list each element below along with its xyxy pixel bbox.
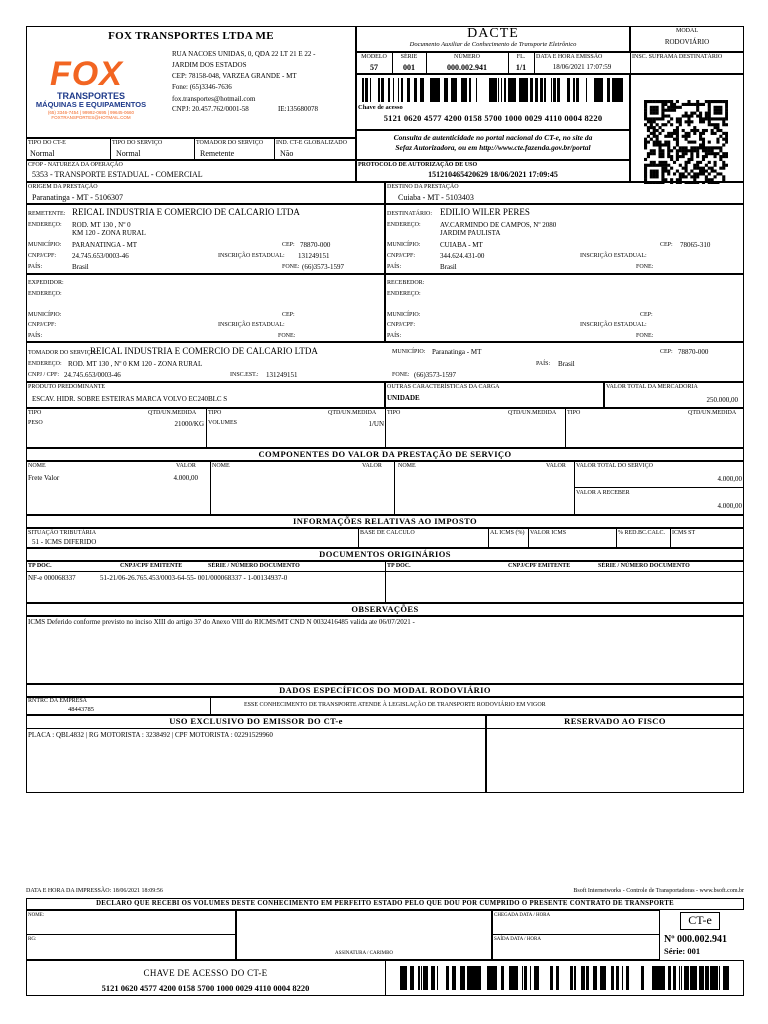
comp-valor-label-2: VALOR bbox=[362, 463, 382, 469]
fl-label: FL. bbox=[516, 54, 526, 60]
tomador-municipio: Paranatinga - MT bbox=[432, 348, 482, 356]
expedidor-municipio-label: MUNICÍPIO: bbox=[28, 312, 62, 318]
destinatario-name: EDILIO WILER PERES bbox=[440, 207, 530, 217]
recebedor-box bbox=[385, 274, 744, 342]
tipo-servico-label: TIPO DO SERVIÇO bbox=[112, 140, 163, 146]
comp-nome-label-2: NOME bbox=[212, 463, 230, 469]
uso-exclusivo-text: PLACA : QBL4832 | RG MOTORISTA : 3238492 | CPF MOTORISTA : 02291529960 bbox=[28, 731, 273, 739]
tomador-box-label: TOMADOR DO SERVIÇO: bbox=[28, 350, 97, 356]
dacte-title: DACTE bbox=[467, 26, 519, 41]
valor-icms-label: VALOR ICMS bbox=[530, 530, 567, 536]
peso-value: 21000/KG bbox=[174, 420, 204, 428]
medida-tipo-label-3: TIPO bbox=[387, 410, 401, 416]
expedidor-cep-label: CEP: bbox=[282, 312, 295, 318]
company-address-1: RUA NACOES UNIDAS, 0, QDA 22 LT 21 E 22 - bbox=[172, 50, 316, 58]
medida-qtd-label-1: QTD/UN.MEDIDA bbox=[148, 410, 197, 416]
data-emissao-value: 18/06/2021 17:07:59 bbox=[552, 63, 612, 71]
destinatario-cep: 78065-310 bbox=[680, 241, 711, 249]
volumes-value: 1/UN bbox=[368, 420, 384, 428]
tomador-cep: 78870-000 bbox=[678, 348, 709, 356]
bsoft-text: Bsoft Internetworks - Controle de Transportadoras - www.bsoft.com.br bbox=[573, 888, 744, 894]
suframa-label: INSC. SUFRAMA DESTINATÁRIO bbox=[632, 54, 723, 60]
destinatario-label: DESTINATÁRIO: bbox=[387, 211, 432, 217]
tomador-value: Remetente bbox=[200, 149, 235, 158]
medida-qtd-label-2: QTD/UN.MEDIDA bbox=[328, 410, 377, 416]
doc-cnpj-label-1: CNPJ/CPF EMITENTE bbox=[120, 563, 183, 569]
company-phone: Fone: (65)3346-7636 bbox=[172, 83, 232, 91]
observacoes-title: OBSERVAÇÕES bbox=[351, 604, 419, 614]
tipo-cte-value: Normal bbox=[30, 149, 55, 158]
tipo-servico-value: Normal bbox=[116, 149, 141, 158]
chegada-label: CHEGADA DATA / HORA bbox=[494, 913, 551, 918]
globalizado-label: IND. CT-E GLOBALIZADO bbox=[276, 140, 347, 146]
serie-label: SÉRIE bbox=[400, 54, 418, 60]
logo-line1: TRANSPORTES bbox=[56, 91, 125, 101]
observacoes-box bbox=[26, 616, 744, 684]
recebedor-pais-label: PAÍS: bbox=[387, 333, 402, 339]
rntrc-label: RNTRC DA EMPRESA bbox=[28, 698, 88, 704]
tomador-label: TOMADOR DO SERVIÇO bbox=[196, 140, 264, 146]
origem-label: ORIGEM DA PRESTAÇÃO bbox=[28, 184, 98, 190]
valor-receber-value: 4.000,00 bbox=[717, 502, 742, 510]
icms-st-label: ICMS ST bbox=[672, 530, 696, 536]
footer-barcode-image bbox=[400, 966, 730, 990]
globalizado-value: Não bbox=[280, 149, 294, 158]
destinatario-ie-label: INSCRIÇÃO ESTADUAL: bbox=[580, 253, 647, 259]
remetente-endereco-1: ROD. MT 130 , Nº 0 bbox=[72, 221, 131, 229]
red-bc-label: % RED.BC.CALC. bbox=[618, 530, 666, 536]
destinatario-municipio-label: MUNICÍPIO: bbox=[387, 242, 421, 248]
tomador-fone-label: FONE: bbox=[392, 372, 410, 378]
company-address-2: JARDIM DOS ESTADOS bbox=[172, 61, 247, 69]
remetente-pais-label: PAÍS: bbox=[28, 264, 43, 270]
qr-code-image bbox=[644, 100, 728, 184]
documentos-title: DOCUMENTOS ORIGINÁRIOS bbox=[319, 549, 451, 559]
recebedor-ie-label: INSCRIÇÃO ESTADUAL: bbox=[580, 322, 647, 328]
volumes-label: VOLUMES bbox=[208, 420, 238, 426]
canhoto-serie: Série: 001 bbox=[664, 946, 701, 956]
legislacao-text: ESSE CONHECIMENTO DE TRANSPORTE ATENDE À LEGISLAÇÃO DE TRANSPORTE RODOVIÁRIO EM VIGOR bbox=[244, 702, 546, 708]
tomador-pais: Brasil bbox=[558, 360, 575, 368]
comp-nome-label-1: NOME bbox=[28, 463, 46, 469]
destinatario-endereco-label: ENDEREÇO: bbox=[387, 222, 421, 228]
tomador-endereco: ROD. MT 130 , Nº 0 KM 120 - ZONA RURAL bbox=[68, 360, 203, 368]
tomador-cnpj-label: CNPJ / CPF: bbox=[28, 372, 60, 378]
cte-badge: CT-e bbox=[688, 913, 712, 927]
company-email: fox.transportes@hotmail.com bbox=[172, 95, 256, 103]
situacao-value: 51 - ICMS DIFERIDO bbox=[32, 538, 97, 546]
produto-label: PRODUTO PREDOMINANTE bbox=[28, 384, 106, 390]
peso-label: PESO bbox=[28, 420, 43, 426]
chave-value: 5121 0620 4577 4200 0158 5700 1000 0029 4110 0004 8220 bbox=[383, 113, 603, 123]
tomador-fone: (66)3573-1597 bbox=[414, 371, 456, 379]
doc-serie-label-1: SÉRIE / NÚMERO DOCUMENTO bbox=[208, 563, 300, 569]
comp-valor-label-3: VALOR bbox=[546, 463, 566, 469]
cfop-value: 5353 - TRANSPORTE ESTADUAL - COMERCIAL bbox=[32, 170, 203, 179]
expedidor-ie-label: INSCRIÇÃO ESTADUAL: bbox=[218, 322, 285, 328]
produto-value: ESCAV. HIDR. SOBRE ESTEIRAS MARCA VOLVO EC240BLC S bbox=[32, 395, 228, 403]
remetente-fone-label: FONE: bbox=[282, 264, 300, 270]
chave-label: Chave de acesso bbox=[358, 104, 403, 111]
fisco-box bbox=[486, 715, 744, 793]
tomador-pais-label: PAÍS: bbox=[536, 361, 551, 367]
tomador-municipio-label: MUNICÍPIO: bbox=[392, 349, 426, 355]
remetente-municipio: PARANATINGA - MT bbox=[72, 241, 138, 249]
total-servico-value: 4.000,00 bbox=[717, 475, 742, 483]
medida-tipo-label-2: TIPO bbox=[208, 410, 222, 416]
dacte-subtitle: Documento Auxiliar de Conhecimento de Transporte Eletrônico bbox=[409, 41, 577, 48]
tomador-insc-label: INSC.EST.: bbox=[230, 372, 259, 378]
recebedor-label: RECEBEDOR: bbox=[387, 280, 425, 286]
serie-value: 001 bbox=[403, 63, 415, 72]
base-calculo-label: BASE DE CALCULO bbox=[360, 530, 415, 536]
logo-line4: FOXTRANSPORTES@HOTMAIL.COM bbox=[51, 115, 131, 120]
remetente-cep-label: CEP: bbox=[282, 242, 295, 248]
remetente-label: REMETENTE: bbox=[28, 211, 66, 217]
protocolo-label: PROTOCOLO DE AUTORIZAÇÃO DE USO bbox=[358, 162, 478, 168]
comp-item-valor: 4.000,00 bbox=[173, 474, 198, 482]
recebedor-cep-label: CEP: bbox=[640, 312, 653, 318]
medida-qtd-label-4: QTD/UN.MEDIDA bbox=[688, 410, 737, 416]
comp-valor-label-1: VALOR bbox=[176, 463, 196, 469]
recebedor-fone-label: FONE: bbox=[636, 333, 654, 339]
protocolo-value: 151210465420629 18/06/2021 17:09:45 bbox=[428, 170, 558, 179]
modal-rodo-title: DADOS ESPECÍFICOS DO MODAL RODOVIÁRIO bbox=[279, 685, 491, 695]
doc-row-detail: 51-21/06-26.765.453/0003-64-55- 001/000068337 - 1-00134937-0 bbox=[100, 574, 288, 582]
canhoto-numero: Nº 000.002.941 bbox=[664, 934, 728, 945]
modelo-label: MODELO bbox=[361, 54, 387, 60]
remetente-cnpj: 24.745.653/0003-46 bbox=[72, 252, 129, 260]
numero-label: NÚMERO bbox=[453, 54, 480, 60]
declaro-text: DECLARO QUE RECEBI OS VOLUMES DESTE CONHECIMENTO EM PERFEITO ESTADO PELO QUE DOU POR CUMPRIDO O PRESENTE CONTRATO DE TRANSPORTE bbox=[96, 900, 674, 907]
company-cnpj: CNPJ: 20.457.762/0001-58 bbox=[172, 105, 249, 113]
medida-tipo-label-4: TIPO bbox=[567, 410, 581, 416]
doc-tp-label-1: TP DOC. bbox=[28, 563, 52, 569]
destinatario-pais-label: PAÍS: bbox=[387, 264, 402, 270]
destinatario-endereco-2: JARDIM PAULISTA bbox=[440, 229, 501, 237]
medida-qtd-label-3: QTD/UN.MEDIDA bbox=[508, 410, 557, 416]
doc-cnpj-label-2: CNPJ/CPF EMITENTE bbox=[508, 563, 571, 569]
medida-tipo-label-1: TIPO bbox=[28, 410, 42, 416]
cfop-label: CFOP - NATUREZA DA OPERAÇÃO bbox=[28, 162, 123, 168]
impressao-text: DATA E HORA DA IMPRESSÃO: 18/06/2021 18:09:56 bbox=[26, 888, 163, 894]
recebedor-cnpj-label: CNPJ/CPF: bbox=[387, 322, 416, 328]
comp-nome-label-3: NOME bbox=[398, 463, 416, 469]
imposto-title: INFORMAÇÕES RELATIVAS AO IMPOSTO bbox=[292, 516, 477, 526]
expedidor-fone-label: FONE: bbox=[278, 333, 296, 339]
remetente-endereco-label: ENDEREÇO: bbox=[28, 222, 62, 228]
destinatario-box bbox=[385, 204, 744, 274]
outras-value: UNIDADE bbox=[387, 394, 420, 402]
outras-label: OUTRAS CARACTERÍSTICAS DA CARGA bbox=[387, 384, 500, 390]
valor-mercadoria-value: 250.000,00 bbox=[706, 396, 738, 404]
tomador-cep-label: CEP: bbox=[660, 349, 673, 355]
recebedor-municipio-label: MUNICÍPIO: bbox=[387, 312, 421, 318]
doc-serie-label-2: SÉRIE / NÚMERO DOCUMENTO bbox=[598, 563, 690, 569]
tomador-insc: 131249151 bbox=[266, 371, 298, 379]
consulta-line-2: Sefaz Autorizadora, ou em http://www.cte.fazenda.gov.br/portal bbox=[395, 143, 591, 152]
destino-value: Cuiaba - MT - 5103403 bbox=[398, 193, 474, 202]
canhoto-nome-box bbox=[26, 910, 236, 960]
total-servico-label: VALOR TOTAL DO SERVIÇO bbox=[576, 463, 653, 469]
situacao-label: SITUAÇÃO TRIBUTÁRIA bbox=[28, 530, 97, 536]
tomador-endereco-label: ENDEREÇO: bbox=[28, 361, 62, 367]
expedidor-endereco-label: ENDEREÇO: bbox=[28, 291, 62, 297]
doc-tp-label-2: TP DOC. bbox=[387, 563, 411, 569]
destinatario-cnpj-label: CNPJ/CPF: bbox=[387, 253, 416, 259]
remetente-cnpj-label: CNPJ/CPF: bbox=[28, 253, 57, 259]
modal-value: RODOVIÁRIO bbox=[664, 38, 710, 46]
tomador-name: REICAL INDUSTRIA E COMERCIO DE CALCARIO LTDA bbox=[90, 346, 318, 356]
doc-row-tp: NF-e 000068337 bbox=[28, 574, 76, 582]
expedidor-label: EXPEDIDOR: bbox=[28, 280, 64, 286]
tipo-cte-label: TIPO DO CT-E bbox=[28, 140, 66, 146]
data-emissao-label: DATA E HORA EMISSÃO bbox=[536, 54, 603, 60]
tomador-cnpj: 24.745.653/0003-46 bbox=[64, 371, 121, 379]
destinatario-pais: Brasil bbox=[440, 263, 457, 271]
valor-mercadoria-label: VALOR TOTAL DA MERCADORIA bbox=[606, 384, 698, 390]
logo-line3: (65) 3346-7454 | 99992-0695 | 99645-0660 bbox=[47, 110, 135, 115]
uso-exclusivo-box bbox=[26, 715, 486, 793]
fisco-title: RESERVADO AO FISCO bbox=[564, 716, 666, 726]
aliquota-label: AL ICMS (%) bbox=[490, 530, 525, 536]
origem-value: Paranatinga - MT - 5106307 bbox=[32, 193, 123, 202]
company-address-3: CEP: 78158-048, VARZEA GRANDE - MT bbox=[172, 72, 297, 80]
chave-footer-title: CHAVE DE ACESSO DO CT-E bbox=[143, 968, 268, 978]
expedidor-cnpj-label: CNPJ/CPF: bbox=[28, 322, 57, 328]
rntrc-value: 48443785 bbox=[68, 706, 94, 713]
valor-receber-label: VALOR A RECEBER bbox=[576, 490, 630, 496]
barcode-image bbox=[362, 78, 624, 102]
observacoes-text: ICMS Deferido conforme previsto no inciso XIII do artigo 37 do Anexo VIII do RICMS/MT CND N 0032416485 valida ate 06/07/2021 - bbox=[28, 618, 415, 626]
chave-footer-value: 5121 0620 4577 4200 0158 5700 1000 0029 4110 0004 8220 bbox=[101, 983, 310, 993]
canhoto-rg-label: RG: bbox=[28, 937, 37, 942]
company-name: FOX TRANSPORTES LTDA ME bbox=[108, 30, 274, 42]
remetente-ie: 131249151 bbox=[298, 252, 330, 260]
destinatario-endereco-1: AV.CARMINDO DE CAMPOS, Nº 2080 bbox=[440, 221, 557, 229]
numero-value: 000.002.941 bbox=[447, 63, 487, 72]
uso-exclusivo-title: USO EXCLUSIVO DO EMISSOR DO CT-e bbox=[169, 716, 343, 726]
recebedor-endereco-label: ENDEREÇO: bbox=[387, 291, 421, 297]
destino-label: DESTINO DA PRESTAÇÃO bbox=[387, 184, 459, 190]
remetente-municipio-label: MUNICÍPIO: bbox=[28, 242, 62, 248]
remetente-name: REICAL INDUSTRIA E COMERCIO DE CALCARIO LTDA bbox=[72, 207, 300, 217]
remetente-ie-label: INSCRIÇÃO ESTADUAL: bbox=[218, 253, 285, 259]
remetente-pais: Brasil bbox=[72, 263, 89, 271]
logo-brand: FOX bbox=[50, 55, 123, 93]
remetente-endereco-2: KM 120 - ZONA RURAL bbox=[72, 229, 146, 237]
destinatario-municipio: CUIABA - MT bbox=[440, 241, 483, 249]
expedidor-box bbox=[26, 274, 385, 342]
logo-line2: MÁQUINAS E EQUIPAMENTOS bbox=[35, 100, 147, 109]
modal-label: MODAL bbox=[676, 28, 698, 34]
remetente-fone: (66)3573-1597 bbox=[302, 263, 344, 271]
destinatario-fone-label: FONE: bbox=[636, 264, 654, 270]
expedidor-pais-label: PAÍS: bbox=[28, 333, 43, 339]
consulta-line-1: Consulta de autenticidade no portal nacional do CT-e, no site da bbox=[393, 133, 593, 142]
componentes-title: COMPONENTES DO VALOR DA PRESTAÇÃO DE SERVIÇO bbox=[258, 449, 512, 459]
company-ie: IE:135680078 bbox=[278, 105, 319, 113]
assinatura-label: ASSINATURA / CARIMBO bbox=[334, 951, 394, 956]
destinatario-cnpj: 344.624.431-00 bbox=[440, 252, 485, 260]
remetente-cep: 78870-000 bbox=[300, 241, 331, 249]
fl-value: 1/1 bbox=[515, 63, 527, 72]
modelo-value: 57 bbox=[370, 63, 378, 72]
canhoto-nome-label: NOME: bbox=[28, 913, 45, 918]
company-logo bbox=[32, 56, 150, 122]
saida-label: SAÍDA DATA / HORA bbox=[494, 937, 541, 942]
destinatario-cep-label: CEP: bbox=[660, 242, 673, 248]
comp-item-nome: Frete Valor bbox=[28, 474, 60, 482]
